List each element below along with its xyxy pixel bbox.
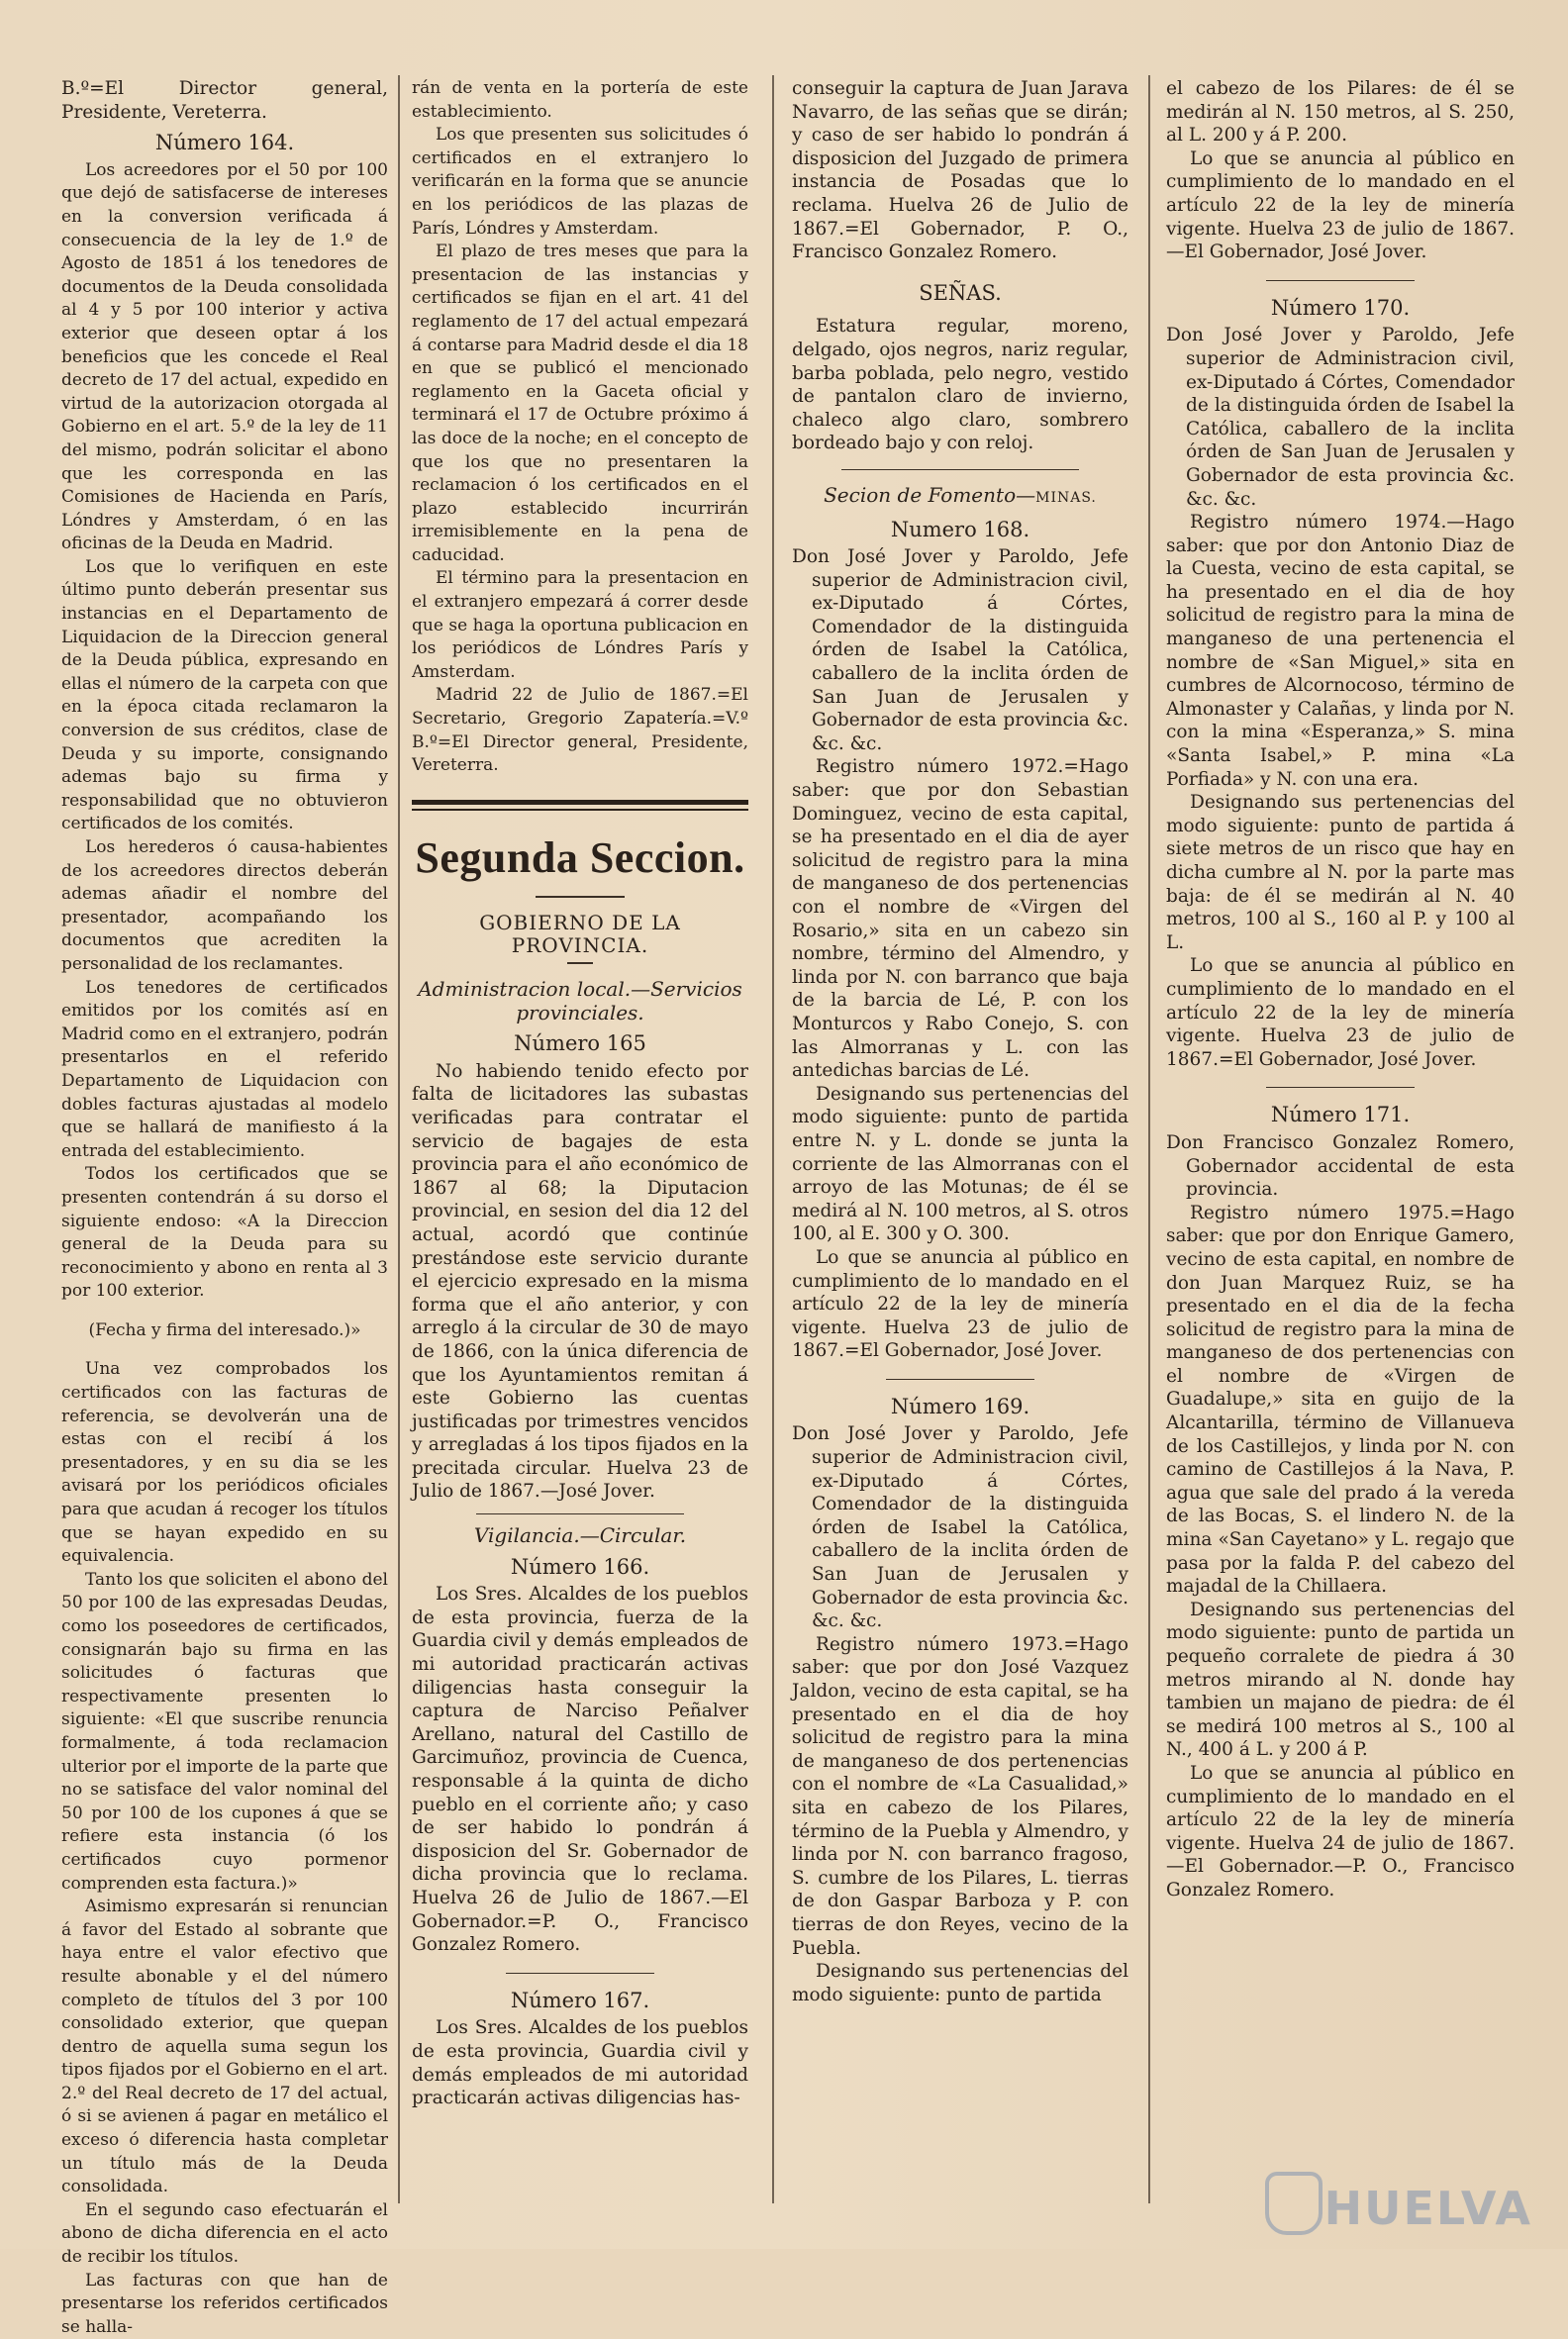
paragraph: Lo que se anuncia al público en cumplimiento de lo mandado en el artículo 22 de la ley de minería vigente. Huelva 23 de julio de 1867.=El Gobernador, José Jover.	[1166, 955, 1515, 1070]
paragraph: Estatura regular, moreno, delgado, ojos negros, nariz regular, barba poblada, pelo negro, vestido de pantalon claro de invierno, chaleco algo claro, sombrero bordeado bajo y con reloj.	[792, 316, 1128, 454]
notice-title-166: Número 166.	[510, 1554, 650, 1579]
divider	[567, 962, 593, 964]
paragraph: el cabezo de los Pilares: de él se medirán al N. 150 metros, al S. 250, al L. 200 y á P. 200.	[1166, 78, 1515, 146]
paragraph: Los Sres. Alcaldes de los pueblos de esta provincia, fuerza de la Guardia civil y demás empleados de mi autoridad practicarán activas diligencias hasta conseguir la captura de Narciso Peñalver Arellano, natural del Castillo de Garcimuñoz, provincia de Cuenca, responsable á la quinta de dicho pueblo en el corriente año; y caso de ser habido lo pondrán á disposicion del Sr. Gobernador de dicha provincia que lo reclama. Huelva 26 de Julio de 1867.—El Gobernador.=P. O., Francisco Gonzalez Romero.	[412, 1584, 748, 1956]
paragraph: Registro número 1974.—Hago saber: que por don Antonio Diaz de la Cuesta, vecino de esta capital, se ha presentado en el dia de hoy solicitud de registro para la mina de manganeso de una pertenencia el nombre de «San Miguel,» sita en cumbres de Alcornocoso, término de Almonaster y Calañas, y linda por N. con la mina «Esperanza,» S. mina «Santa Isabel,» P. mina «La Porfiada» y N. con una era.	[1166, 512, 1515, 790]
paragraph: Los que presenten sus solicitudes ó certificados en el extranjero lo verificarán en la forma que se anuncie en los periódicos de las plazas de París, Lóndres y Amsterdam.	[412, 125, 748, 239]
divider	[1266, 1087, 1415, 1088]
signature-note: (Fecha y firma del interesado.)»	[88, 1319, 361, 1340]
paragraph: Todos los certificados que se presenten contendrán á su dorso el siguiente endoso: «A la Direccion general de la Deuda para su reconocimiento y abono en renta al 3 por 100 exterior.	[61, 1164, 388, 1302]
paragraph: Lo que se anuncia al público en cumplimiento de lo mandado en el artículo 22 de la ley de minería vigente. Huelva 24 de julio de 1867.—El Gobernador.—P. O., Francisco Gonzalez Romero.	[1166, 1762, 1515, 1900]
official-header: Don Francisco Gonzalez Romero, Gobernador accidental de esta provincia.	[1166, 1131, 1515, 1201]
column-1	[61, 77, 388, 2337]
watermark: HUELVA	[1323, 2182, 1532, 2235]
paragraph: Registro número 1973.=Hago saber: que por don José Vazquez Jaldon, vecino de esta capital, se ha presentado en el dia de hoy solicitud de registro para la mina de manganeso de dos pertenencias con el nombre de «La Casualidad,» sita en cabezo de los Pilares, término de la Puebla y Almendro, y linda por N. con barranco fragoso, S. cumbre de los Pilares, L. tierras de don Gaspar Barboza y P. con tierras de don Reyes, vecino de la Puebla.	[792, 1633, 1128, 1959]
paragraph: En el segundo caso efectuarán el abono de dicha diferencia en el acto de recibir los títulos.	[61, 2199, 388, 2268]
paragraph: Los tenedores de certificados emitidos por los comités así en Madrid como en el extranjero, podrán presentarlos en el referido Departamento de Liquidacion con dobles facturas ajustadas al modelo que se hallará de manifiesto á la entrada del establecimiento.	[61, 977, 388, 1161]
paragraph: El término para la presentacion en el extranjero empezará á correr desde que se haga la oportuna publicacion en los periódicos de Lóndres París y Amsterdam.	[412, 568, 748, 682]
divider	[841, 469, 1079, 470]
section-title: Segunda Seccion.	[415, 832, 745, 882]
watermark-logo-icon	[1265, 2172, 1323, 2235]
official-header: Don José Jover y Paroldo, Jefe superior de Administracion civil, ex-Diputado á Córtes, Comendador de la distinguida órden de Isabel la Católica, caballero de la inclita órden de San Juan de Jerusalen y Gobernador de esta provincia &c. &c. &c.	[792, 1423, 1128, 1632]
divider	[476, 1513, 684, 1514]
official-header: Don José Jover y Paroldo, Jefe superior de Administracion civil, ex-Diputado á Córtes, Comendador de la distinguida órden de Isabel la Católica, caballero de la inclita órden de San Juan de Jerusalen y Gobernador de esta provincia &c. &c. &c.	[792, 546, 1128, 754]
column-rule	[1148, 75, 1150, 2203]
paragraph: Los acreedores por el 50 por 100 que dejó de satisfacerse de intereses en la conversion verificada á consecuencia de la ley de 1.º de Agosto de 1851 á los tenedores de documentos de la Deuda consolidada al 4 y 5 por 100 interior y activa exterior que deseen optar á los beneficios que les concede el Real decreto de 17 del actual, expedido en virtud de la autorizacion otorgada al Gobierno en el art. 5.º de la ley de 11 del mismo, podrán solicitar el abono que les corresponda en las Comisiones de Hacienda en París, Lóndres y Amsterdam, ó en las oficinas de la Deuda en Madrid.	[61, 159, 388, 554]
divider	[506, 1973, 654, 1974]
minas-label: MINAS.	[1035, 489, 1097, 506]
notice-title-171: Número 171.	[1270, 1103, 1411, 1127]
column-4	[1166, 77, 1515, 2235]
notice-title-164: Número 164.	[154, 131, 295, 155]
fomento-heading: Secion de Fomento—	[824, 482, 1036, 507]
paragraph: Madrid 22 de Julio de 1867.=El Secretario, Gregorio Zapatería.=V.º B.º=El Director general, Presidente, Vereterra.	[412, 685, 748, 776]
paragraph: Registro número 1975.=Hago saber: que por don Enrique Gamero, vecino de esta capital, en nombre de don Juan Marquez Ruiz, se ha presentado en el dia de la fecha solicitud de registro para la mina de manganeso de dos pertenencias con el nombre de «Virgen de Guadalupe,» sita en guijo de la Alcantarilla, término de Villanueva de los Castillejos, y linda por N. con camino de Castillejos á la Nava, P. agua que sale del prado á la vereda de las Bocas, S. el lindero N. de la mina «San Cayetano» y L. regajo que pasa por la falda P. del cabezo del majadal de la Chillaera.	[1166, 1202, 1515, 1598]
divider	[886, 1379, 1034, 1380]
notice-title-168: Numero 168.	[890, 517, 1030, 541]
paragraph: Lo que se anuncia al público en cumplimiento de lo mandado en el artículo 22 de la ley de minería vigente. Huelva 23 de julio de 1867.—El Gobernador, José Jover.	[1166, 147, 1515, 263]
paragraph: Los herederos ó causa-habientes de los acreedores directos deberán ademas añadir el nombre del presentador, acompañando los documentos que acrediten la personalidad de los reclamantes.	[61, 837, 388, 974]
section-rule	[412, 809, 748, 811]
notice-title-167: Número 167.	[510, 1988, 650, 2012]
paragraph: Designando sus pertenencias del modo siguiente: punto de partida un pequeño corralete de piedra á 30 metros mirando al N. donde hay tambien un majano de piedra: de él se medirá 100 metros al S., 100 al N., 400 á L. y 200 á P.	[1166, 1599, 1515, 1761]
ornament-rule	[536, 896, 625, 898]
paragraph: Lo que se anuncia al público en cumplimiento de lo mandado en el artículo 22 de la ley de minería vigente. Huelva 23 de julio de 1867.=El Gobernador, José Jover.	[792, 1246, 1128, 1362]
column-rule	[772, 75, 774, 2203]
paragraph: Las facturas con que han de presentarse los referidos certificados se halla-	[61, 2270, 388, 2337]
paragraph: rán de venta en la portería de este establecimiento.	[412, 78, 748, 122]
subsection-heading: Vigilancia.—Circular.	[473, 1523, 687, 1548]
paragraph: Tanto los que soliciten el abono del 50 por 100 de las expresadas Deudas, como los poseedores de certificados, consignarán bajo su firma en las solicitudes ó facturas que respectivamente presenten lo siguiente: «El que suscribe renuncia formalmente, á toda reclamacion ulterior por el importe de la parte que no se satisface del valor nominal del 50 por 100 de los cupones á que se refiere esta instancia (ó los certificados cuyo pormenor comprenden esta factura.)»	[61, 1569, 388, 1894]
section-rule	[412, 800, 748, 805]
notice-title-169: Número 169.	[890, 1394, 1030, 1418]
signature-line: B.º=El Director general, Presidente, Vereterra.	[61, 78, 388, 123]
paragraph: Designando sus pertenencias del modo siguiente: punto de partida á siete metros de un risco que hay en dicha cumbre al N. por la parte mas baja: de él se medirán al N. 40 metros, 100 al S., 160 al P. y 100 al L.	[1166, 792, 1515, 953]
official-header: Don José Jover y Paroldo, Jefe superior de Administracion civil, ex-Diputado á Córtes, Comendador de la distinguida órden de Isabel la Católica, caballero de la inclita órden de San Juan de Jerusalen y Gobernador de esta provincia &c. &c. &c.	[1166, 325, 1515, 510]
paragraph: conseguir la captura de Juan Jarava Navarro, de las señas que se dirán; y caso de ser habido lo pondrán á disposicion del Juzgado de primera instancia de Posadas que lo reclama. Huelva 26 de Julio de 1867.=El Gobernador, P. O., Francisco Gonzalez Romero.	[792, 78, 1128, 263]
notice-title-170: Número 170.	[1270, 295, 1411, 320]
paragraph: Registro número 1972.=Hago saber: que por don Sebastian Dominguez, vecino de esta capital, se ha presentado en el dia de ayer solicitud de registro para la mina de manganeso de dos pertenencias con el nombre de «Virgen del Rosario,» sita en un cabezo sin nombre, término del Almendro, y linda por N. con barranco que baja de la barcia de Lé, P. con los Monturcos y Rabo Conejo, S. con las Almorranas y L. con las antedichas barcias de Lé.	[792, 756, 1128, 1082]
section-subtitle: GOBIERNO DE LA PROVINCIA.	[479, 910, 681, 958]
divider	[1266, 280, 1415, 281]
notice-title-165: Número 165	[514, 1031, 646, 1056]
paragraph: El plazo de tres meses que para la presentacion de las instancias y certificados se fijan en el art. 41 del reglamento de 17 del actual empezará á contarse para Madrid desde el dia 18 en que se publicó el mencionado reglamento en la Gaceta oficial y terminará el 17 de Octubre próximo á las doce de la noche; en el concepto de que los que no presentaren la reclamacion ó los certificados en el plazo establecido incurrirán irremisiblemente en la pena de caducidad.	[412, 242, 748, 565]
paragraph: Los Sres. Alcaldes de los pueblos de esta provincia, Guardia civil y demás empleados de mi autoridad practicarán activas diligencias has-	[412, 2017, 748, 2109]
senas-heading: SEÑAS.	[919, 280, 1002, 305]
paragraph: Una vez comprobados los certificados con las facturas de referencia, se devolverán una de estas con el recibí á los presentadores, y en su dia se les avisará por los periódicos oficiales para que acudan á recoger los títulos que se hayan expedido en su equivalencia.	[61, 1359, 388, 1567]
column-3	[792, 77, 1128, 2235]
subsection-heading: Administracion local.—Servicios provinciales.	[418, 977, 742, 1024]
column-rule	[398, 75, 400, 2203]
subsection-heading	[792, 484, 1128, 511]
paragraph: Asimismo expresarán si renuncian á favor del Estado al sobrante que haya entre el valor efectivo que resulte abonable y el del número completo de títulos del 3 por 100 consolidado exterior, que quepan dentro de aquella suma segun los tipos fijados por el Gobierno en el art. 2.º del Real decreto de 17 del actual, ó si se avienen á pagar en metálico el exceso ó diferencia hasta completar un título más de la Deuda consolidada.	[61, 1897, 388, 2197]
column-2	[412, 77, 748, 2235]
paragraph: Los que lo verifiquen en este último punto deberán presentar sus instancias en el Departamento de Liquidacion de la Direccion general de la Deuda pública, expresando en ellas el número de la carpeta con que en la época citada reclamaron la conversion de sus créditos, clase de Deuda y su importe, consignando ademas bajo su firma y responsabilidad que no obtuvieron certificados de los comités.	[61, 556, 388, 834]
paragraph: Designando sus pertenencias del modo siguiente: punto de partida	[792, 1961, 1128, 2005]
paragraph: No habiendo tenido efecto por falta de licitadores las subastas verificadas para contratar el servicio de bagajes de esta provincia para el año económico de 1867 al 68; la Diputacion provincial, en sesion del dia 12 del actual, acordó que continúe prestándose este servicio durante el ejercicio expresado en la misma forma que el año anterior, y con arreglo á la circular de 30 de mayo de 1866, con la única diferencia de que los Ayuntamientos remitan á este Gobierno las cuentas justificadas por trimestres vencidos y arregladas á los tipos fijados en la precitada circular. Huelva 23 de Julio de 1867.—José Jover.	[412, 1060, 748, 1503]
paragraph: Designando sus pertenencias del modo siguiente: punto de partida entre N. y L. donde se junta la corriente de las Almorranas con el arroyo de las Motunas; de él se medirá al N. 100 metros, al S. otros 100, al E. 300 y O. 300.	[792, 1083, 1128, 1245]
